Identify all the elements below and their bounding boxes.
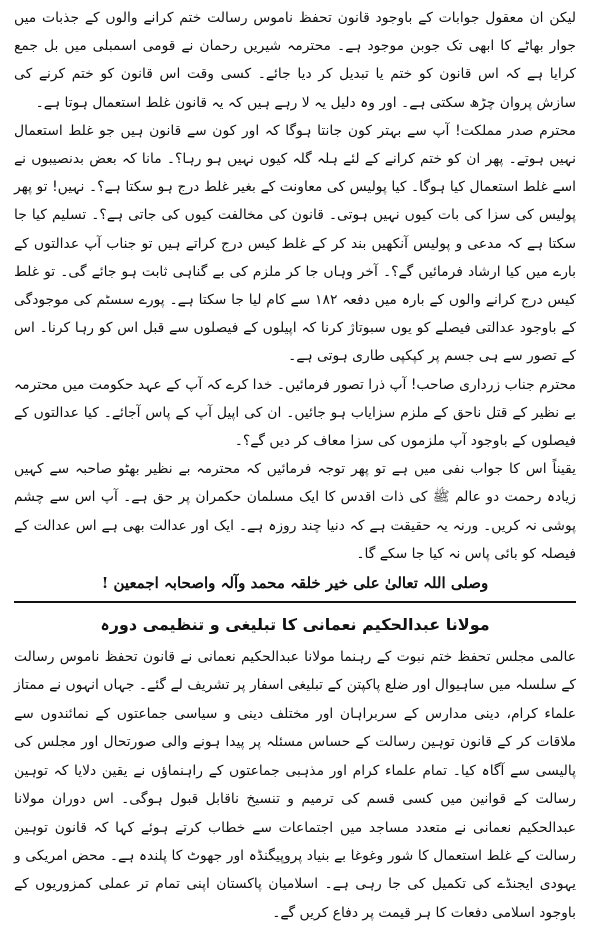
section-heading: مولانا عبدالحکیم نعمانی کا تبلیغی و تنظیمی دورہ xyxy=(100,615,490,635)
section-paragraph: عالمی مجلس تحفظ ختم نبوت کے رہنما مولانا عبدالحکیم نعمانی نے قانون تحفظ ناموس رسالت کے سلسلہ میں ساہیوال اور ضلع پاکپتن کے تبلیغی اسفار پر تشریف لے گئے۔ جہاں انہوں نے ممتاز علماء کرام، دینی مدارس کے سربراہان اور مختلف دینی و سیاسی جماعتوں کے نمائندوں سے ملاقات کر کے قانون توہین رسالت کے حساس مسئلہ پر پیدا ہونے والی صورتحال اور مجلس کی پالیسی سے آگاہ کیا۔ تمام علماء کرام اور مذہبی جماعتوں کے راہنماؤں نے یقین دلایا کہ توہین رسالت کے قوانین میں کسی قسم کی ترمیم و تنسیخ ناقابل قبول ہوگی۔ اس دوران مولانا عبدالحکیم نعمانی نے متعدد مساجد میں اجتماعات سے خطاب کرتے ہوئے کہا کہ قانون توہین رسالت کے غلط استعمال کا شور وغوغا بے بنیاد پروپیگنڈہ اور جھوٹ کا پلندہ ہے۔ محض امریکی و یہودی ایجنڈے کی تکمیل کی جا رہی ہے۔ اسلامیان پاکستان اپنی تمام تر عملی کمزوریوں کے باوجود اسلامی دفعات کا ہر قیمت پر دفاع کریں گے۔ xyxy=(14,649,576,921)
article-paragraph-3: محترم جناب زرداری صاحب! آپ ذرا تصور فرمائیں۔ خدا کرے کہ آپ کے عہد حکومت میں محترمہ بے نظیر کے قتل ناحق کے ملزم سزایاب ہو جائیں۔ ان کی اپیل آپ کے پاس آجائے۔ کیا عدالتوں کے فیصلوں کے باوجود آپ ملزموں کی سزا معاف کر دیں گے؟۔ xyxy=(14,376,576,450)
section-divider xyxy=(14,601,576,603)
article-paragraph-2: محترم صدر مملکت! آپ سے بہتر کون جانتا ہوگا کہ اور کون سے قانون ہیں جو غلط استعمال نہیں ہوتے۔ پھر ان کو ختم کرانے کے لئے ہلہ گلہ کیوں نہیں ہو رہا؟۔ مانا کہ بعض بدنصیبوں نے اسے غلط استعمال کیا ہوگا۔ کیا پولیس کی معاونت کے بغیر غلط درج ہو سکتا ہے؟۔ نہیں! تو پھر پولیس کی سزا کی بات کیوں نہیں ہوتی۔ قانون کی مخالفت کیوں کی جاتی ہے؟۔ تسلیم کیا جا سکتا ہے کہ مدعی و پولیس آنکھیں بند کر کے غلط کیس درج کراتے ہیں تو جناب آپ عدالتوں کے بارے میں کیا ارشاد فرمائیں گے؟۔ آخر وہاں جا کر ملزم کی بے گناہی ثابت ہو جائے گی۔ تو غلط کیس درج کرانے والوں کے بارہ میں دفعہ ۱۸۲ سے کام لیا جا سکتا ہے۔ پورے سسٹم کی موجودگی کے باوجود عدالتی فیصلے کو یوں سبوتاژ کرنا کہ اپیلوں کے فیصلوں سے قبل اس کو رہا کرنا۔ اس کے تصور سے ہی جسم پر کپکپی طاری ہوتی ہے۔ xyxy=(14,122,576,365)
section-body xyxy=(14,643,576,927)
article-paragraph-1: لیکن ان معقول جوابات کے باوجود قانون تحفظ ناموس رسالت ختم کرانے والوں کے جذبات میں جوار بھاٹے کا ابھی تک جوبن موجود ہے۔ محترمہ شیریں رحمان نے قومی اسمبلی میں بل جمع کرایا ہے کہ اس قانون کو ختم یا تبدیل کر دیا جائے۔ کسی وقت اس قانون کو ختم کرنے کی سازش پروان چڑھ سکتی ہے۔ اور وہ دلیل یہ لا رہے ہیں کہ یہ قانون غلط استعمال ہوتا ہے۔ xyxy=(14,10,576,111)
closing-blessing: وصلی اللہ تعالیٰ علی خیر خلقہ محمد وآلہ واصحابہ اجمعین ! xyxy=(101,574,489,593)
article-paragraph-4: یقیناً اس کا جواب نفی میں ہے تو پھر توجہ فرمائیں کہ محترمہ بے نظیر بھٹو صاحبہ سے کہیں زیادہ رحمت دو عالم ﷺ کی ذات اقدس کا ایک مسلمان حکمران پر حق ہے۔ آپ اس سے چشم پوشی نہ کریں۔ ورنہ یہ حقیقت ہے کہ دنیا چند روزہ ہے۔ ایک اور عدالت بھی ہے اس عدالت کے فیصلہ کو بائی پاس نہ کیا جا سکے گا۔ xyxy=(14,461,576,562)
article-body xyxy=(14,4,576,598)
